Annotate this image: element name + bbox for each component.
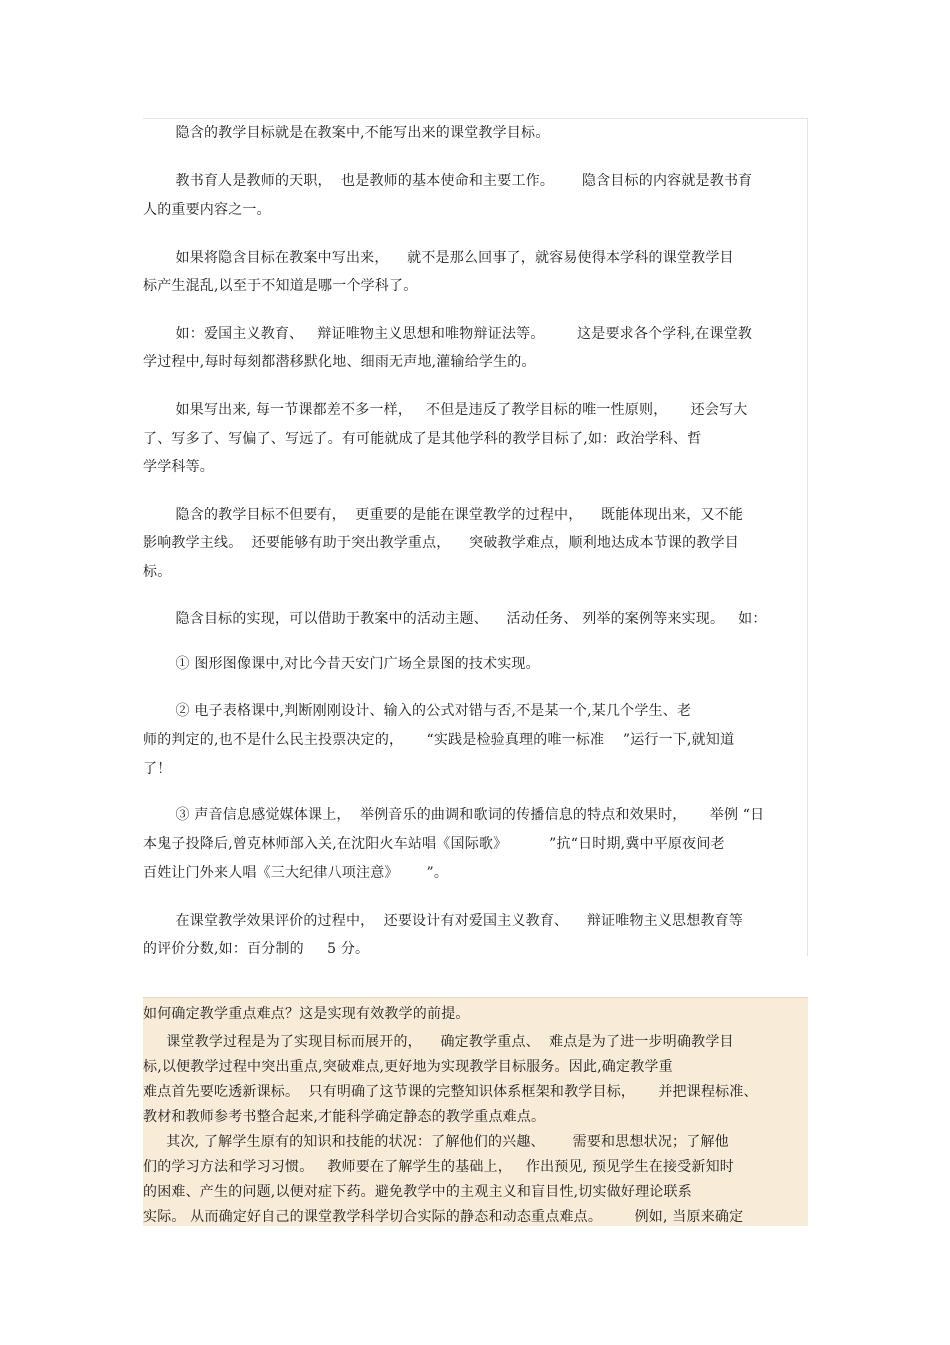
text-line: 的评价分数,如：百分制的 5 分。 [143,941,370,957]
text-line: ③ 声音信息感觉媒体课上， 举例音乐的曲调和歌词的传播信息的特点和效果时， 举例 “日 [143,807,765,823]
text-line: 教材和教师参考书整合起来,才能科学确定静态的教学重点难点。 [143,1109,546,1125]
text-line: 了、写多了、写偏了、写远了。有可能就成了是其他学科的教学目标了,如：政治学科、哲 [143,431,702,447]
text-line: 如：爱国主义教育、 辩证唯物主义思想和唯物辩证法等。 这是要求各个学科,在课堂教 [143,326,753,342]
text-line: 实际。 从而确定好自己的课堂教学科学切合实际的静态和动态重点难点。 例如, 当原来确定 [143,1209,744,1225]
text-line: 本鬼子投降后,曾克林师部入关,在沈阳火车站唱《国际歌》 ”抗“日时期,冀中平原夜间老 [143,836,725,852]
text-line: 标。 [143,564,172,580]
text-line: 隐含的教学目标就是在教案中,不能写出来的课堂教学目标。 [143,125,550,141]
text-line: 影响教学主线。 还要能够有助于突出教学重点， 突破教学难点，顺利地达成本节课的教学目 [143,535,739,551]
text-line: 在课堂教学效果评价的过程中， 还要设计有对爱国主义教育、 辩证唯物主义思想教育等 [143,913,744,929]
text-line: 隐含的教学目标不但要有， 更重要的是能在课堂教学的过程中， 既能体现出来，又不能 [143,507,744,523]
text-line: 教书育人是教师的天职， 也是教师的基本使命和主要工作。 隐含目标的内容就是教书育 [143,173,753,189]
text-line: 如果写出来, 每一节课都差不多一样， 不但是违反了教学目标的唯一性原则， 还会写大 [143,402,748,418]
text-line: 人的重要内容之一。 [143,202,271,218]
text-line: 其次, 了解学生原有的知识和技能的状况：了解他们的兴趣、 需要和思想状况；了解他 [143,1134,729,1150]
text-line: 课堂教学过程是为了实现目标而展开的， 确定教学重点、 难点是为了进一步明确教学目 [143,1034,734,1050]
text-line: 如果将隐含目标在教案中写出来， 就不是那么回事了，就容易使得本学科的课堂教学目 [143,250,734,266]
text-line: 了！ [143,761,172,777]
text-line: 学过程中,每时每刻都潜移默化地、细雨无声地,灌输给学生的。 [143,354,536,370]
text-line: 学学科等。 [143,459,214,475]
text-line: 标,以便教学过程中突出重点,突破难点,更好地为实现教学目标服务。因此,确定教学重 [143,1059,673,1075]
text-line: 百姓让门外来人唱《三大纪律八项注意》 ”。 [143,865,449,881]
text-line: ① 图形图像课中,对比今昔天安门广场全景图的技术实现。 [143,656,540,672]
text-line: 标产生混乱,以至于不知道是哪一个学科了。 [143,278,418,294]
text-line: ② 电子表格课中,判断刚刚设计、输入的公式对错与否,不是某一个,某几个学生、老 [143,703,692,719]
text-line: 难点首先要吃透新课标。 只有明确了这节课的完整知识体系框架和教学目标， 并把课程标准、 [143,1084,758,1100]
section-heading: 如何确定教学重点难点？这是实现有效教学的前提。 [143,1006,470,1022]
text-line: 隐含目标的实现，可以借助于教案中的活动主题、 活动任务、 列举的案例等来实现。 如： [143,611,767,627]
text-line: 师的判定的,也不是什么民主投票决定的， “实践是检验真理的唯一标准 ”运行一下,就知道 [143,732,735,748]
text-line: 们的学习方法和学习习惯。 教师要在了解学生的基础上， 作出预见, 预见学生在接受新知时 [143,1159,734,1175]
text-line: 的困难、产生的问题,以便对症下药。避免教学中的主观主义和盲目性,切实做好理论联系 [143,1184,692,1200]
